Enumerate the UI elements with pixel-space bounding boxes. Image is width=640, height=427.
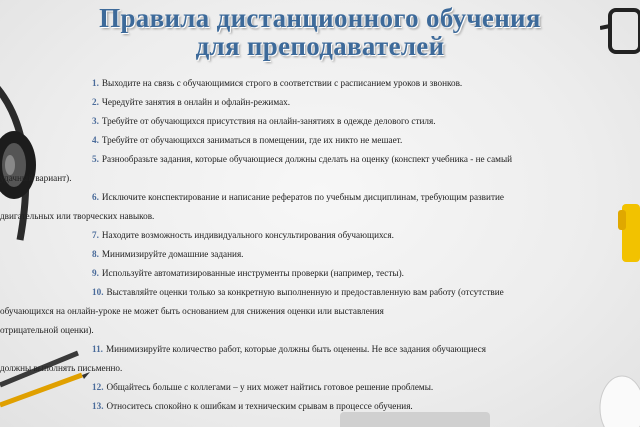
list-item: 6. Исключите конспектирование и написание рефератов по учебным дисциплинам, требующим развитие двигательных или творческих навыков.	[0, 192, 504, 221]
list-item: 5. Разнообразьте задания, которые обучающиеся должны сделать на оценку (конспект учебника - не самый удачный вариант).	[0, 154, 513, 183]
list-item: 10. Выставляйте оценки только за конкретную выполненную и предоставленную вам работу (отсутствие обучающихся на онлайн-уроке не может быть основанием для снижения оценки или выставления отрицательной оценки).	[0, 287, 504, 335]
rules-list	[0, 74, 600, 416]
list-item: 1. Выходите на связь с обучающимися строго в соответствии с расписанием уроков и звонков.	[92, 78, 463, 88]
list-item: 8. Минимизируйте домашние задания.	[92, 249, 244, 259]
list-item: 7. Находите возможность индивидуального консультирования обучающихся.	[92, 230, 394, 240]
list-item: 3. Требуйте от обучающихся присутствия на онлайн-занятиях в одежде делового стиля.	[92, 116, 436, 126]
list-item: 2. Чередуйте занятия в онлайн и офлайн-режимах.	[92, 97, 291, 107]
pencils-icon	[0, 345, 90, 415]
list-item: 9. Используйте автоматизированные инструменты проверки (например, тесты).	[92, 268, 404, 278]
page-title	[0, 4, 640, 60]
mouse-icon	[598, 368, 640, 427]
title-line-2: для преподавателей	[195, 31, 445, 61]
list-item: 12. Общайтесь больше с коллегами – у них может найтись готовое решение проблемы.	[92, 382, 434, 392]
list-item: 4. Требуйте от обучающихся заниматься в помещении, где их никто не мешает.	[92, 135, 403, 145]
title-line-1: Правила дистанционного обучения	[99, 3, 541, 33]
list-item: 13. Относитесь спокойно к ошибкам и техническим срывам в процессе обучения.	[92, 401, 413, 411]
mug-icon	[616, 200, 640, 270]
list-item: 11. Минимизируйте количество работ, которые должны быть оценены. Не все задания обучающиеся должны выполнять письменно.	[0, 344, 486, 373]
